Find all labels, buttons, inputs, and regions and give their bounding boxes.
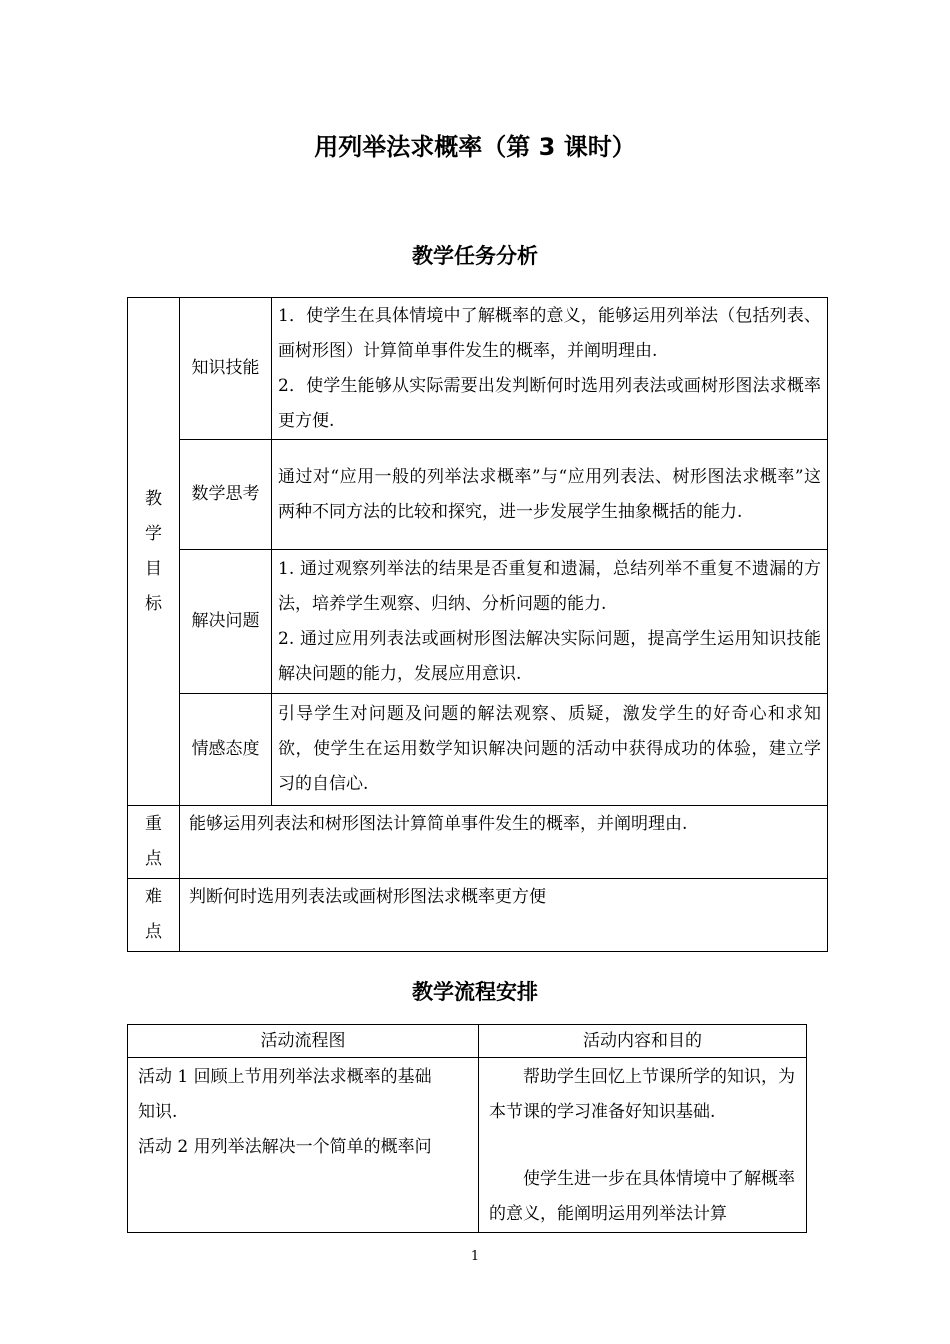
goal-row-knowledge bbox=[128, 298, 828, 440]
goal-content bbox=[272, 298, 828, 440]
task-analysis-table bbox=[127, 297, 828, 952]
goal-content bbox=[272, 440, 828, 550]
document-title: 用列举法求概率（第 3 课时） bbox=[314, 133, 636, 161]
difficulty-label bbox=[128, 879, 180, 952]
activity-purpose-cell bbox=[479, 1058, 807, 1233]
key-point-text: 能够运用列表法和树形图法计算简单事件发生的概率，并阐明理由. bbox=[180, 806, 828, 879]
flow-header-activity: 活动流程图 bbox=[128, 1025, 479, 1058]
section-heading-teaching-flow: 教学流程安排 bbox=[412, 980, 538, 1004]
goal-line: 2. 通过应用列表法或画树形图法解决实际问题，提高学生运用知识技能解决问题的能力，发展应用意识. bbox=[278, 628, 821, 684]
flow-header-row bbox=[128, 1025, 807, 1058]
goal-category: 解决问题 bbox=[180, 550, 272, 694]
goal-label-char: 标 bbox=[145, 593, 162, 614]
goal-line: 1. 通过观察列举法的结果是否重复和遗漏，总结列举不重复不遗漏的方法，培养学生观察、归纳、分析问题的能力. bbox=[278, 558, 821, 614]
goal-label-char: 学 bbox=[145, 523, 162, 544]
goal-content bbox=[272, 694, 828, 806]
key-point-label-char: 重 bbox=[145, 814, 162, 834]
goal-content bbox=[272, 550, 828, 694]
goal-line: 1．使学生在具体情境中了解概率的意义，能够运用列举法（包括列表、画树形图）计算简单事件发生的概率，并阐明理由. bbox=[278, 305, 821, 361]
goal-category: 数学思考 bbox=[180, 440, 272, 550]
activity-1-line: 活动 1 回顾上节用列举法求概率的基础 bbox=[138, 1067, 432, 1087]
goal-row-problem-solving bbox=[128, 550, 828, 694]
goal-category: 情感态度 bbox=[180, 694, 272, 806]
goal-line: 2．使学生能够从实际需要出发判断何时选用列表法或画树形图法求概率更方便. bbox=[278, 375, 821, 431]
goal-category: 知识技能 bbox=[180, 298, 272, 440]
teaching-flow-table bbox=[127, 1024, 807, 1233]
section-heading-task-analysis: 教学任务分析 bbox=[412, 244, 538, 268]
difficulty-label-char: 点 bbox=[145, 922, 162, 942]
page-number: 1 bbox=[470, 1249, 480, 1264]
activity-1-line: 知识. bbox=[138, 1102, 178, 1122]
difficulty-row bbox=[128, 879, 828, 952]
purpose-2: 使学生进一步在具体情境中了解概率的意义，能阐明运用列举法计算 bbox=[489, 1169, 795, 1224]
teaching-goals-label bbox=[128, 298, 180, 806]
purpose-1: 帮助学生回忆上节课所学的知识，为本节课的学习准备好知识基础. bbox=[489, 1067, 795, 1122]
difficulty-label-char: 难 bbox=[145, 887, 162, 907]
flow-content-row bbox=[128, 1058, 807, 1233]
key-point-label-char: 点 bbox=[145, 849, 162, 869]
goal-line: 引导学生对问题及问题的解法观察、质疑，激发学生的好奇心和求知欲，使学生在运用数学知识解决问题的活动中获得成功的体验，建立学习的自信心. bbox=[278, 704, 821, 794]
key-point-row bbox=[128, 806, 828, 879]
difficulty-text: 判断何时选用列表法或画树形图法求概率更方便 bbox=[180, 879, 828, 952]
activity-2-line: 活动 2 用列举法解决一个简单的概率问 bbox=[138, 1137, 432, 1157]
flow-header-purpose: 活动内容和目的 bbox=[479, 1025, 807, 1058]
key-point-label bbox=[128, 806, 180, 879]
goal-label-char: 教 bbox=[145, 488, 162, 509]
goal-row-attitude bbox=[128, 694, 828, 806]
activity-flow-cell bbox=[128, 1058, 479, 1233]
goal-row-thinking bbox=[128, 440, 828, 550]
goal-line: 通过对“应用一般的列举法求概率”与“应用列表法、树形图法求概率”这两种不同方法的比较和探究，进一步发展学生抽象概括的能力. bbox=[278, 466, 821, 522]
goal-label-char: 目 bbox=[145, 558, 162, 579]
